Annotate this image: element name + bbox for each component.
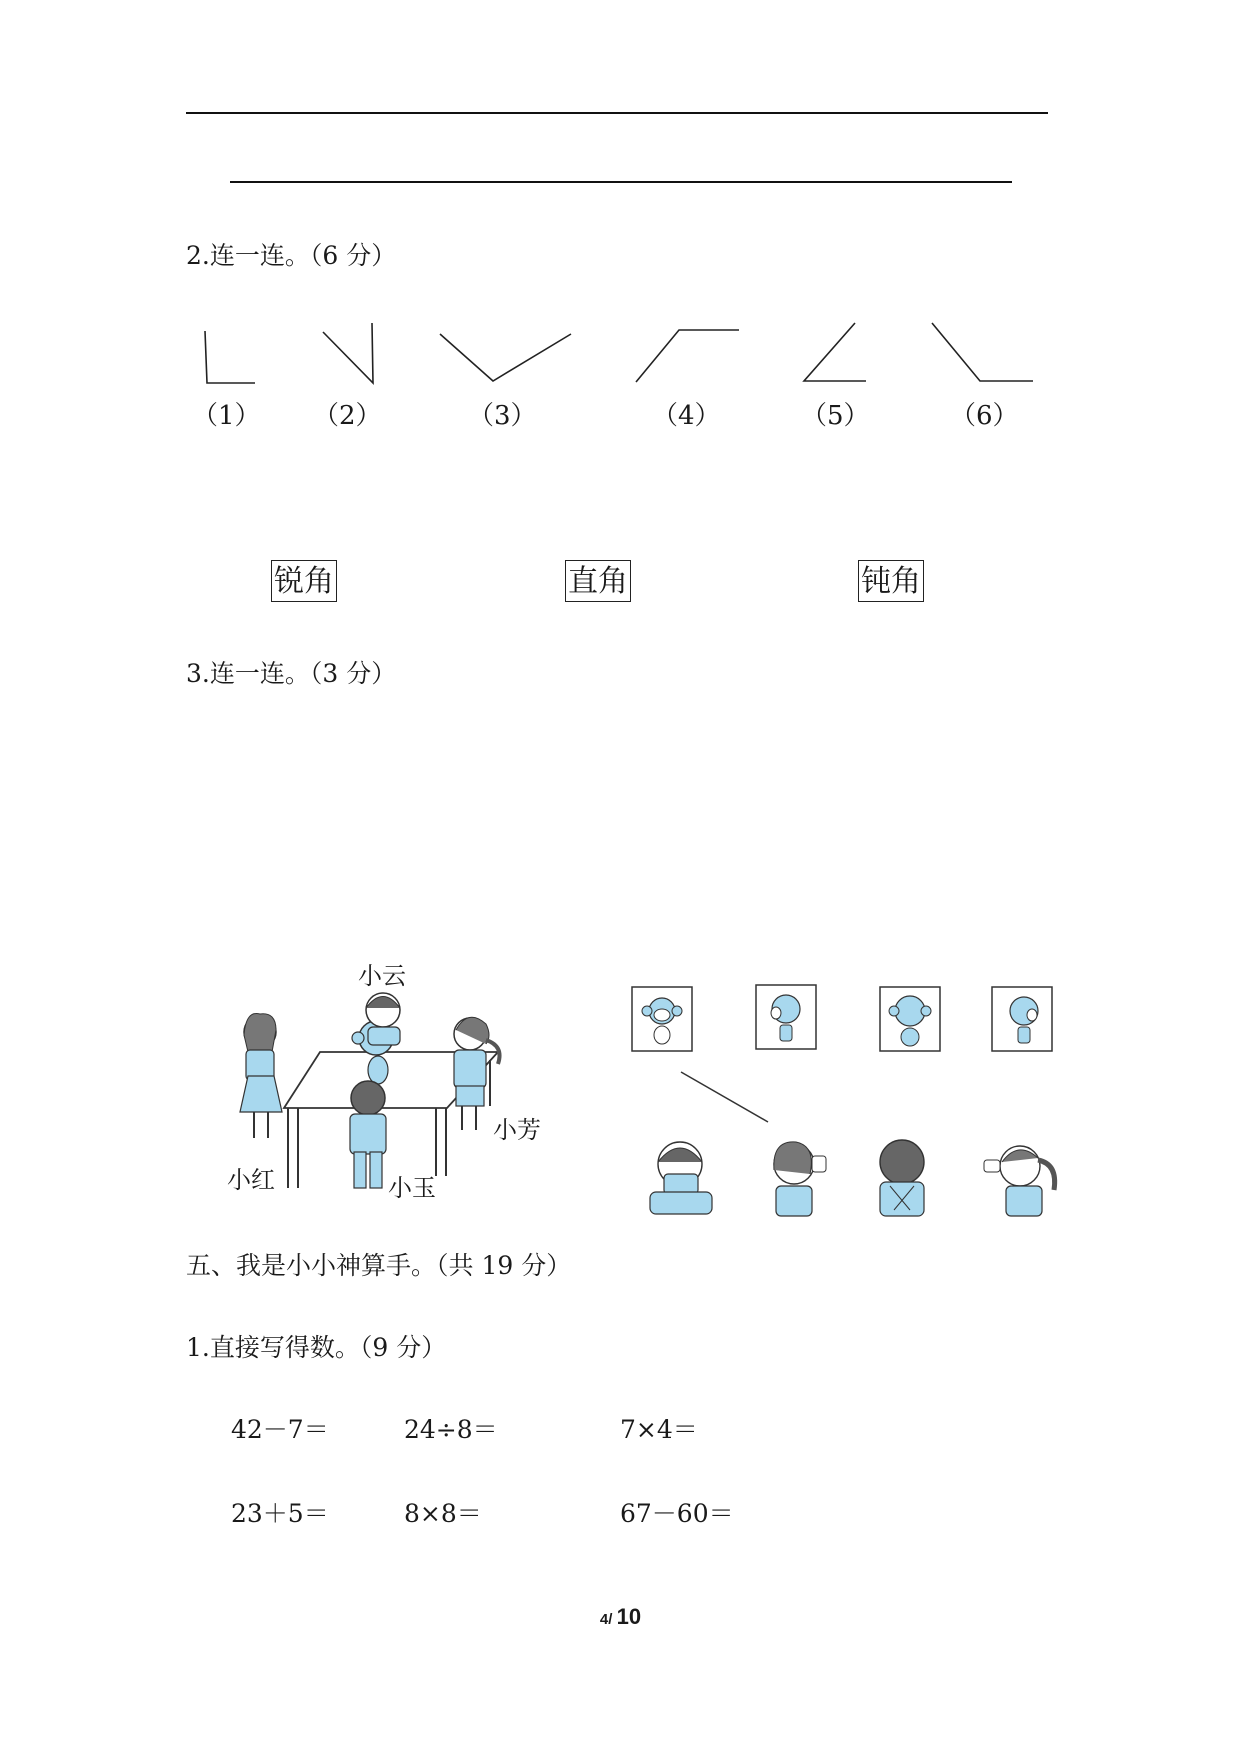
page-number	[0, 1604, 1241, 1630]
angle-label-4: （4）	[652, 401, 721, 431]
angle-5	[804, 323, 866, 381]
q3-title: 3.连一连。（3 分）	[186, 659, 397, 688]
equation-2-3: 67－60＝	[620, 1499, 734, 1528]
monkey-view-right-side	[992, 987, 1052, 1051]
name-xiaoyun: 小云	[358, 962, 406, 990]
equation-1-3: 7×4＝	[620, 1415, 698, 1444]
page-current: 4	[599, 1611, 609, 1628]
angle-3	[440, 334, 571, 381]
name-xiaohong: 小红	[227, 1166, 275, 1194]
angle-label-3: （3）	[468, 401, 537, 431]
name-xiaofang: 小芳	[493, 1116, 541, 1144]
angle-label-5: （5）	[801, 401, 870, 431]
child-xiaoyu	[351, 1081, 385, 1115]
equation-1-2: 24÷8＝	[404, 1415, 498, 1444]
name-xiaoyu: 小玉	[388, 1174, 436, 1202]
angle-1	[205, 331, 255, 383]
angle-6	[932, 323, 1033, 381]
monkey-view-front	[632, 987, 692, 1051]
section5-q1-title: 1.直接写得数。（9 分）	[186, 1333, 447, 1362]
section5-title: 五、我是小小神算手。（共 19 分）	[186, 1251, 572, 1280]
child-portraits	[640, 1130, 1080, 1240]
page-separator: /	[608, 1611, 617, 1628]
angle-label-6: （6）	[950, 401, 1019, 431]
angle-figures	[0, 0, 1241, 420]
equation-2-1: 23＋5＝	[231, 1499, 329, 1528]
type-box-acute[interactable]: 锐角	[271, 560, 337, 602]
angle-label-2: （2）	[313, 401, 382, 431]
monkey-views	[630, 985, 1050, 1075]
angle-4	[636, 330, 739, 382]
portrait-xiaoyun	[650, 1142, 712, 1214]
portrait-xiaoyu	[880, 1140, 924, 1216]
type-box-obtuse[interactable]: 钝角	[858, 560, 924, 602]
portrait-xiaofang	[984, 1146, 1055, 1216]
monkey-view-left-side	[756, 985, 816, 1049]
equation-2-2: 8×8＝	[404, 1499, 482, 1528]
equation-1-1: 42－7＝	[231, 1415, 329, 1444]
monkey-view-back	[880, 987, 940, 1051]
angle-2	[323, 323, 373, 383]
angle-label-1: （1）	[192, 401, 261, 431]
page-total: 10	[616, 1604, 642, 1629]
portrait-xiaohong	[774, 1142, 826, 1216]
q2-title: 2.连一连。（6 分）	[186, 241, 397, 270]
type-box-right[interactable]: 直角	[565, 560, 631, 602]
